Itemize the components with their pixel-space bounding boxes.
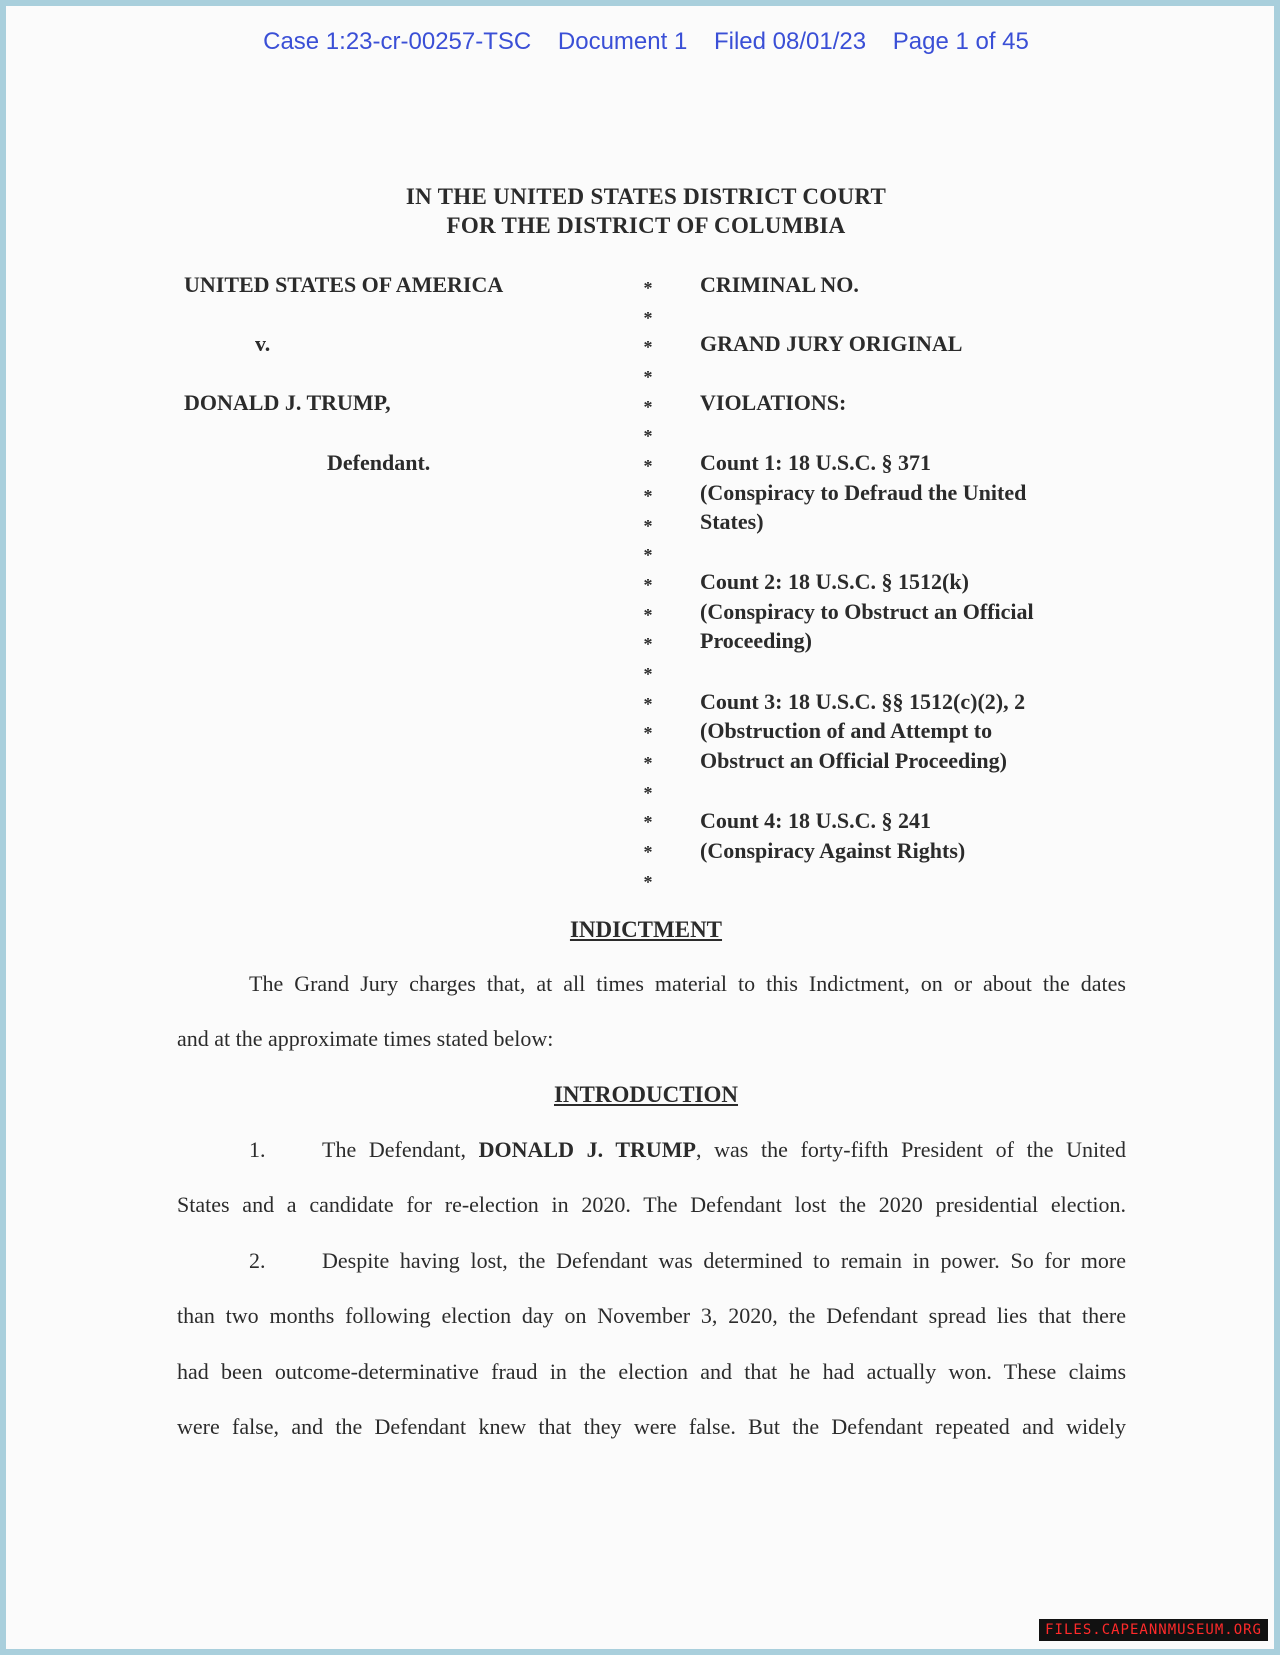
- source-watermark: FILES.CAPEANNMUSEUM.ORG: [1039, 1619, 1268, 1641]
- count-2-description: Proceeding): [700, 628, 813, 653]
- defendant-name-bold: DONALD J. TRUMP: [478, 1137, 697, 1162]
- paragraph-1-text: [322, 1137, 1126, 1163]
- count-4-description: (Conspiracy Against Rights): [700, 838, 966, 863]
- paragraph-1-line-2: States and a candidate for re-election in 2020. The Defendant lost the 2020 presidential election.: [177, 1192, 1126, 1217]
- divider-star: *: [643, 278, 653, 298]
- versus-label: v.: [255, 331, 271, 356]
- divider-star: *: [643, 574, 653, 595]
- paragraph-number: 1.: [249, 1137, 266, 1162]
- count-3-statute: Count 3: 18 U.S.C. §§ 1512(c)(2), 2: [700, 689, 1026, 714]
- divider-star: *: [643, 367, 653, 388]
- document-page: [6, 6, 1274, 1649]
- document-number: Document 1: [557, 28, 688, 55]
- paragraph-2-line-4: were false, and the Defendant knew that they were false. But the Defendant repeated and widely: [177, 1414, 1126, 1439]
- filing-header: [6, 28, 1280, 56]
- divider-star: *: [643, 663, 653, 684]
- divider-star: *: [643, 426, 653, 447]
- paragraph-2-line-3: had been outcome-determinative fraud in the election and that he had actually won. These claims: [177, 1359, 1126, 1384]
- filed-date: Filed 08/01/23: [713, 28, 867, 55]
- caption-divider: [641, 274, 655, 897]
- count-3-description: Obstruct an Official Proceeding): [700, 748, 1007, 773]
- introduction-heading: INTRODUCTION: [553, 1082, 739, 1107]
- divider-star: *: [643, 485, 653, 506]
- divider-star: *: [643, 396, 653, 417]
- count-3-description: (Obstruction of and Attempt to: [700, 718, 993, 743]
- paragraph-number: 2.: [249, 1248, 266, 1273]
- case-caption: [6, 268, 1280, 898]
- paragraph-1-line-1: [249, 1137, 1126, 1163]
- divider-star: *: [643, 812, 653, 833]
- divider-star: *: [643, 634, 653, 655]
- divider-star: *: [643, 307, 653, 328]
- paragraph-2-text: Despite having lost, the Defendant was determined to remain in power. So for more: [322, 1248, 1126, 1273]
- defendant-name: DONALD J. TRUMP,: [184, 390, 391, 415]
- count-4-statute: Count 4: 18 U.S.C. § 241: [700, 808, 932, 833]
- p1-pre: The Defendant,: [322, 1137, 466, 1162]
- count-2-description: (Conspiracy to Obstruct an Official: [700, 599, 1034, 624]
- case-number: Case 1:23-cr-00257-TSC: [263, 28, 532, 55]
- divider-star: *: [643, 782, 653, 803]
- page-indicator: Page 1 of 45: [892, 28, 1029, 55]
- indictment-line-2: and at the approximate times stated below:: [177, 1026, 554, 1051]
- paragraph-2-line-2: than two months following election day on November 3, 2020, the Defendant spread lies that there: [177, 1303, 1126, 1328]
- divider-star: *: [643, 871, 653, 892]
- violations-label: VIOLATIONS:: [700, 390, 847, 415]
- divider-star: *: [643, 456, 653, 477]
- court-line-2: FOR THE DISTRICT OF COLUMBIA: [446, 213, 846, 238]
- count-2-statute: Count 2: 18 U.S.C. § 1512(k): [700, 569, 969, 594]
- divider-star: *: [643, 545, 653, 566]
- grand-jury-label: GRAND JURY ORIGINAL: [700, 331, 963, 356]
- divider-star: *: [643, 604, 653, 625]
- defendant-label: Defendant.: [327, 450, 431, 475]
- divider-star: *: [643, 693, 653, 714]
- court-line-1: IN THE UNITED STATES DISTRICT COURT: [405, 184, 887, 209]
- plaintiff-name: UNITED STATES OF AMERICA: [184, 272, 504, 297]
- count-1-description: (Conspiracy to Defraud the United: [700, 480, 1027, 505]
- divider-star: *: [643, 515, 653, 536]
- count-1-description: States): [700, 509, 764, 534]
- paragraph-2-line-1: [249, 1248, 1126, 1274]
- divider-star: *: [643, 842, 653, 863]
- court-title: [6, 182, 1280, 240]
- criminal-number-label: CRIMINAL NO.: [700, 272, 859, 297]
- divider-star: *: [643, 753, 653, 773]
- count-1-statute: Count 1: 18 U.S.C. § 371: [700, 450, 932, 475]
- p1-post: , was the forty-fifth President of the United: [696, 1137, 1127, 1162]
- divider-star: *: [643, 337, 653, 358]
- divider-star: *: [643, 723, 653, 744]
- indictment-line-1: The Grand Jury charges that, at all times material to this Indictment, on or about the dates: [249, 971, 1126, 996]
- indictment-heading: INDICTMENT: [569, 917, 723, 942]
